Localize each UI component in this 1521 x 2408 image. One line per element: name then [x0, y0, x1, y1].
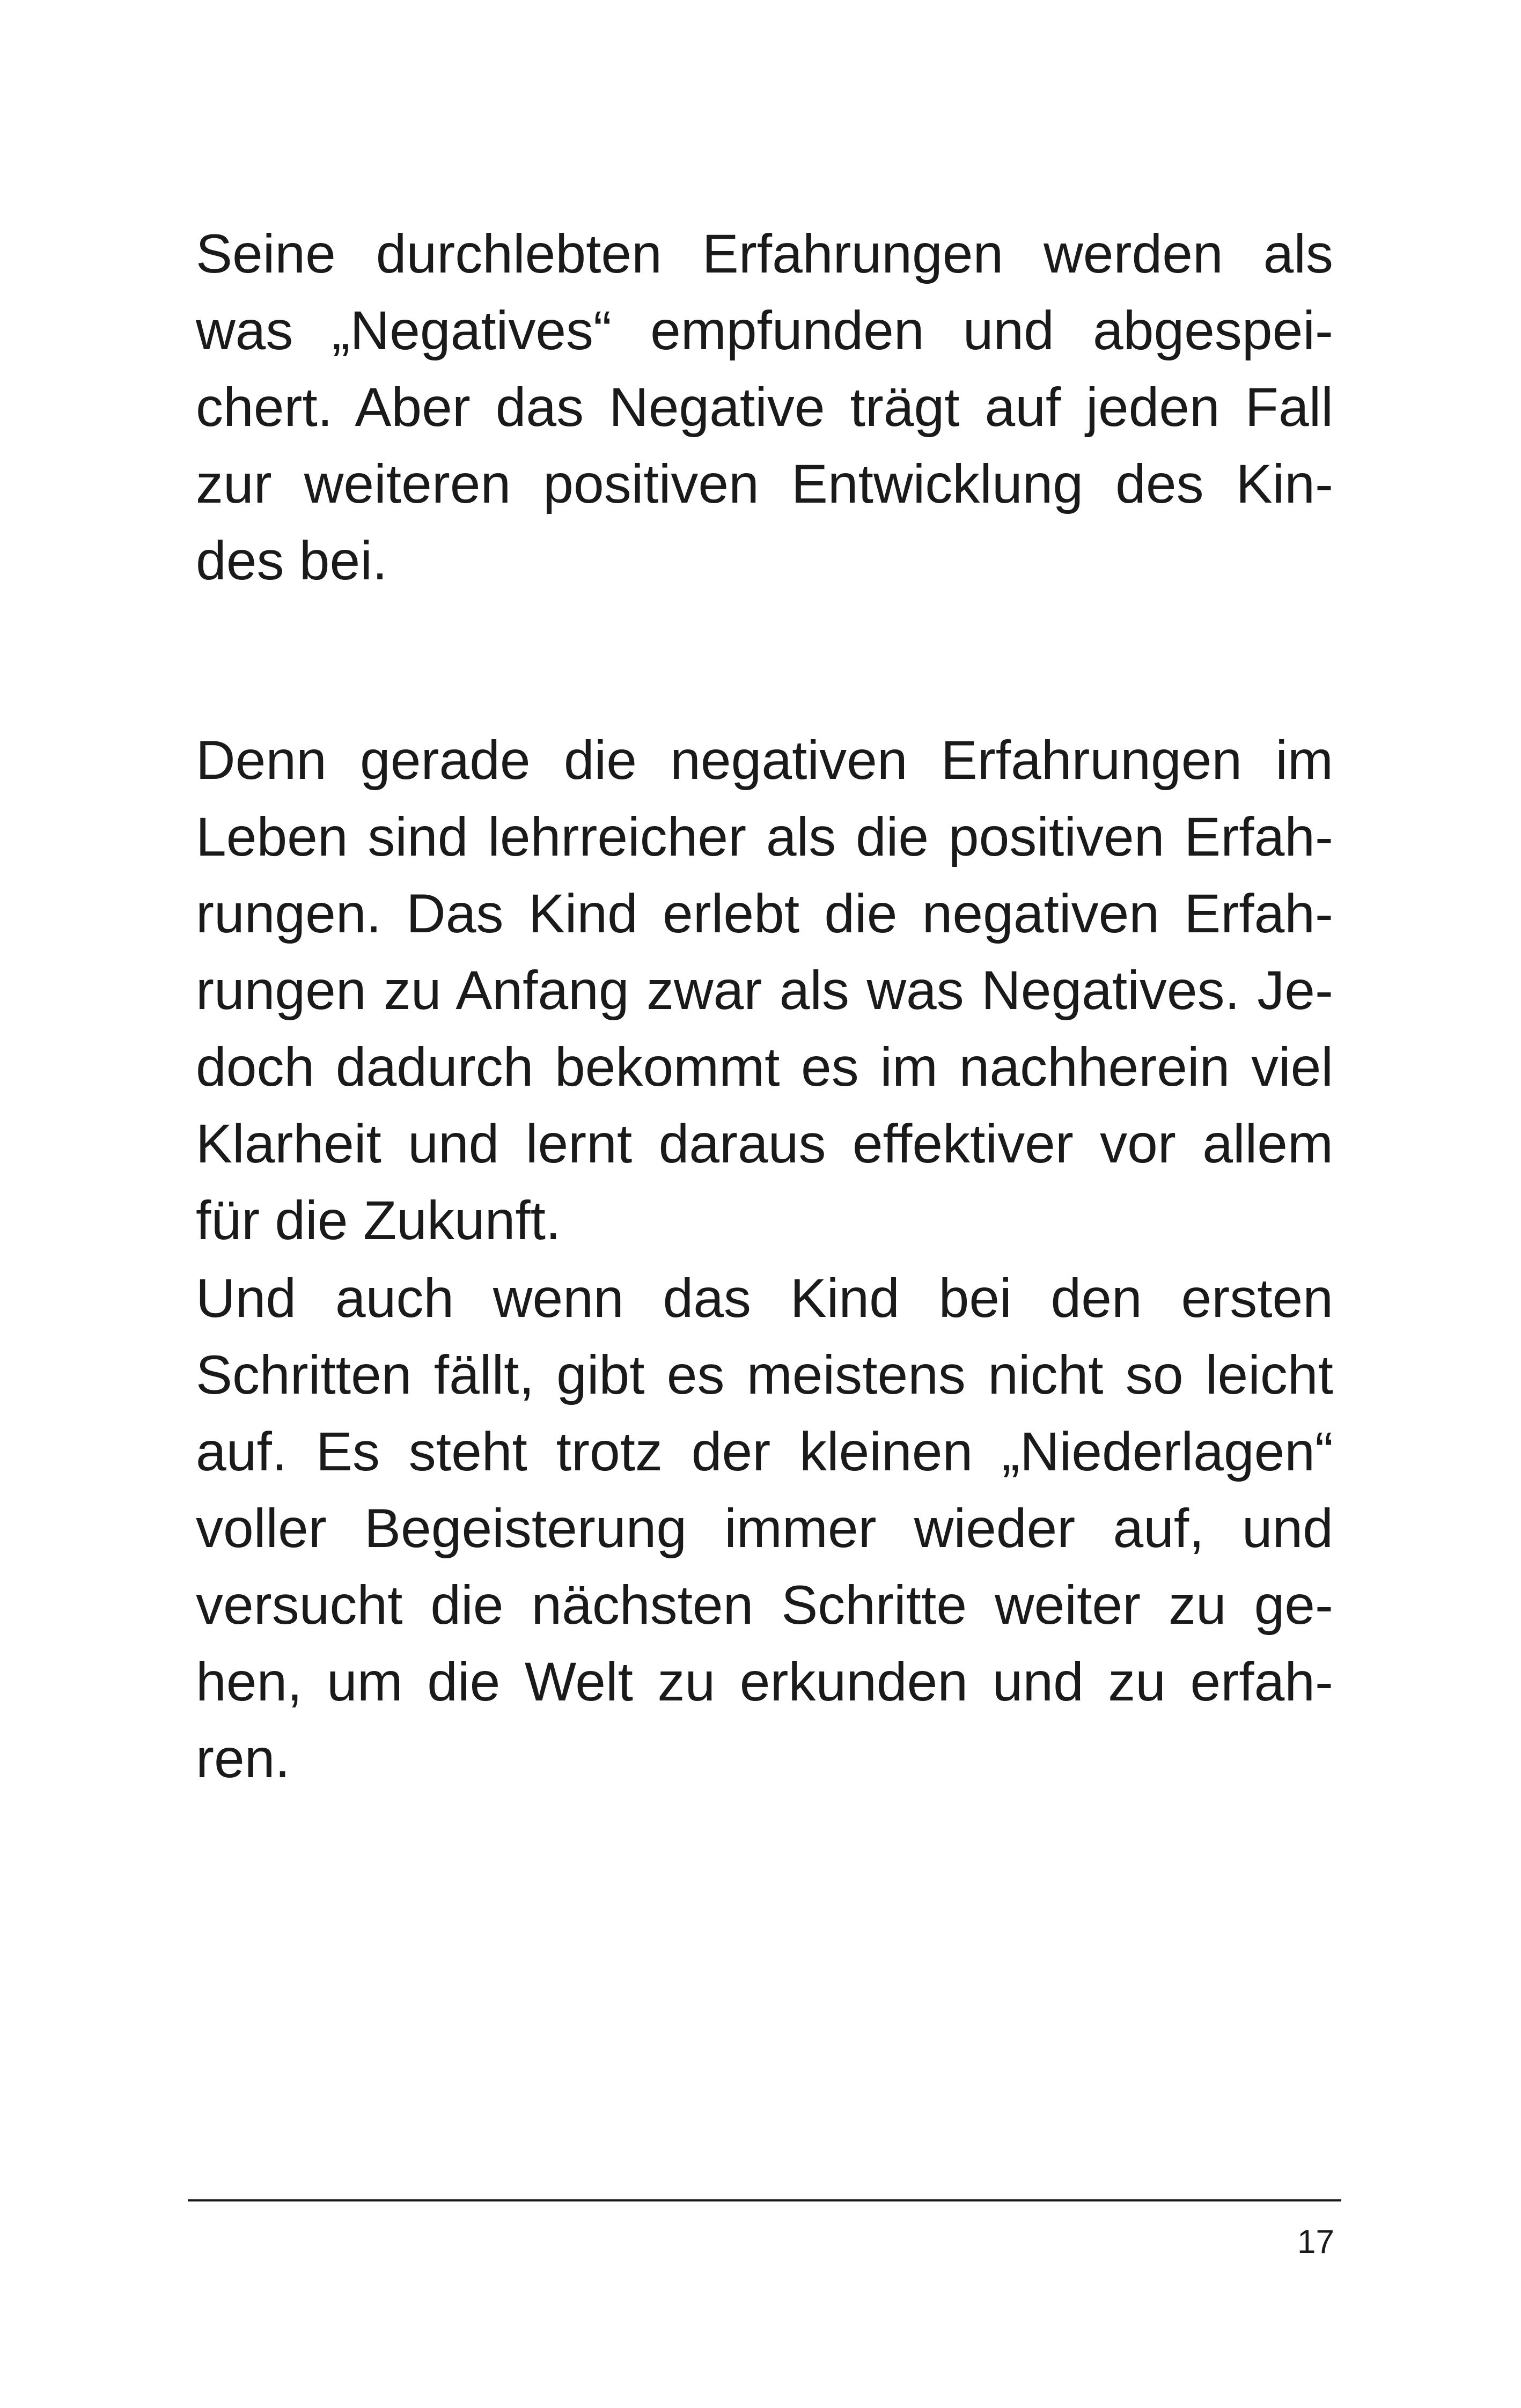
paragraph-3 — [196, 1260, 1333, 1797]
text-line: ren. — [196, 1728, 290, 1789]
text-line: auf. Es steht trotz der kleinen „Niederlagen“ — [196, 1421, 1333, 1482]
text-line: Und auch wenn das Kind bei den ersten — [196, 1268, 1333, 1329]
text-line: rungen zu Anfang zwar als was Negatives. Je- — [196, 960, 1333, 1021]
text-line: was „Negatives“ empfunden und abgespei- — [196, 300, 1333, 361]
text-line: Denn gerade die negativen Erfahrungen im — [196, 730, 1333, 791]
page-number: 17 — [1297, 2223, 1334, 2260]
paragraph-2 — [196, 722, 1333, 1259]
text-line: zur weiteren positiven Entwicklung des Kin- — [196, 453, 1333, 514]
text-line: hen, um die Welt zu erkunden und zu erfah- — [196, 1651, 1333, 1712]
paragraph-1 — [196, 216, 1333, 599]
text-line: des bei. — [196, 530, 388, 591]
text-line: Leben sind lehrreicher als die positiven Erfah- — [196, 806, 1333, 867]
text-line: chert. Aber das Negative trägt auf jeden Fall — [196, 377, 1333, 438]
text-line: doch dadurch bekommt es im nachherein viel — [196, 1036, 1333, 1098]
footer-divider — [188, 2199, 1341, 2201]
text-line: Seine durchlebten Erfahrungen werden als — [196, 223, 1333, 284]
text-line: Schritten fällt, gibt es meistens nicht so leicht — [196, 1344, 1333, 1405]
text-line: für die Zukunft. — [196, 1190, 561, 1251]
text-line: voller Begeisterung immer wieder auf, und — [196, 1498, 1333, 1559]
text-line: rungen. Das Kind erlebt die negativen Erfah- — [196, 883, 1333, 944]
text-line: versucht die nächsten Schritte weiter zu ge- — [196, 1574, 1333, 1636]
text-line: Klarheit und lernt daraus effektiver vor allem — [196, 1113, 1333, 1174]
